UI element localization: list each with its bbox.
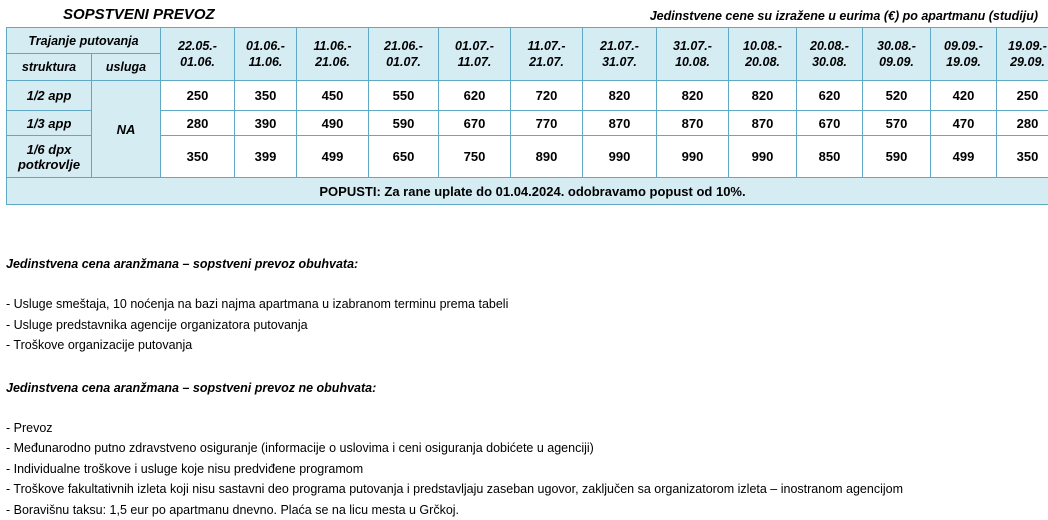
- room-type-label: 1/2 app: [7, 81, 92, 111]
- price-cell: 350: [997, 136, 1048, 178]
- period-header: 21.07.- 31.07.: [583, 28, 657, 81]
- period-header: 19.09.- 29.09.: [997, 28, 1048, 81]
- excludes-item: - Boravišnu taksu: 1,5 eur po apartmanu dnevno. Plaća se na licu mesta u Grčkoj.: [6, 500, 903, 520]
- period-header: 22.05.- 01.06.: [161, 28, 235, 81]
- price-cell: 450: [297, 81, 369, 111]
- price-cell: 750: [439, 136, 511, 178]
- includes-item: - Usluge predstavnika agencije organizatora putovanja: [6, 315, 903, 336]
- price-cell: 490: [297, 111, 369, 136]
- period-header: 11.07.- 21.07.: [511, 28, 583, 81]
- price-cell: 670: [797, 111, 863, 136]
- price-cell: 820: [729, 81, 797, 111]
- price-cell: 399: [235, 136, 297, 178]
- price-cell: 770: [511, 111, 583, 136]
- period-header: 01.06.- 11.06.: [235, 28, 297, 81]
- service-value: NA: [92, 81, 161, 178]
- price-cell: 990: [729, 136, 797, 178]
- price-cell: 350: [161, 136, 235, 178]
- room-type-label: 1/6 dpx potkrovlje: [7, 136, 92, 178]
- price-cell: 990: [657, 136, 729, 178]
- period-header: 09.09.- 19.09.: [931, 28, 997, 81]
- price-cell: 870: [729, 111, 797, 136]
- price-cell: 280: [161, 111, 235, 136]
- price-cell: 420: [931, 81, 997, 111]
- includes-item: - Usluge smeštaja, 10 noćenja na bazi najma apartmana u izabranom terminu prema tabeli: [6, 294, 903, 315]
- price-cell: 499: [931, 136, 997, 178]
- price-cell: 280: [997, 111, 1048, 136]
- price-cell: 590: [863, 136, 931, 178]
- terms-section: [6, 254, 903, 520]
- page-title: SOPSTVENI PREVOZ: [63, 6, 215, 23]
- price-cell: 350: [235, 81, 297, 111]
- period-header: 10.08.- 20.08.: [729, 28, 797, 81]
- price-cell: 850: [797, 136, 863, 178]
- price-cell: 250: [997, 81, 1048, 111]
- price-cell: 820: [583, 81, 657, 111]
- excludes-heading: Jedinstvena cena aranžmana – sopstveni prevoz ne obuhvata:: [6, 378, 903, 398]
- excludes-item: - Troškove fakultativnih izleta koji nisu sastavni deo programa putovanja i predstavljaju zaseban ugovor, zaključen sa organizatorom izleta – inostranom agencijom: [6, 479, 903, 500]
- includes-heading: Jedinstvena cena aranžmana – sopstveni prevoz obuhvata:: [6, 254, 903, 274]
- period-header: 11.06.- 21.06.: [297, 28, 369, 81]
- structure-header: struktura: [7, 54, 92, 81]
- price-cell: 720: [511, 81, 583, 111]
- period-header: 20.08.- 30.08.: [797, 28, 863, 81]
- price-cell: 470: [931, 111, 997, 136]
- service-header: usluga: [92, 54, 161, 81]
- price-cell: 890: [511, 136, 583, 178]
- excludes-item: - Prevoz: [6, 418, 903, 439]
- price-cell: 990: [583, 136, 657, 178]
- excludes-item: - Individualne troškove i usluge koje nisu predviđene programom: [6, 459, 903, 480]
- price-cell: 499: [297, 136, 369, 178]
- price-table: [6, 27, 1048, 205]
- duration-header: Trajanje putovanja: [7, 28, 161, 54]
- discount-note: POPUSTI: Za rane uplate do 01.04.2024. odobravamo popust od 10%.: [7, 178, 1048, 205]
- excludes-item: - Međunarodno putno zdravstveno osiguranje (informacije o uslovima i ceni osiguranja dobićete u agenciji): [6, 438, 903, 459]
- price-cell: 390: [235, 111, 297, 136]
- includes-item: - Troškove organizacije putovanja: [6, 335, 903, 356]
- price-cell: 590: [369, 111, 439, 136]
- period-header: 21.06.- 01.07.: [369, 28, 439, 81]
- price-cell: 620: [439, 81, 511, 111]
- price-note: Jedinstvene cene su izražene u eurima (€) po apartmanu (studiju): [650, 9, 1038, 23]
- price-cell: 550: [369, 81, 439, 111]
- period-header: 31.07.- 10.08.: [657, 28, 729, 81]
- price-cell: 670: [439, 111, 511, 136]
- price-cell: 870: [583, 111, 657, 136]
- period-header: 30.08.- 09.09.: [863, 28, 931, 81]
- price-cell: 620: [797, 81, 863, 111]
- price-cell: 870: [657, 111, 729, 136]
- room-type-label: 1/3 app: [7, 111, 92, 136]
- price-cell: 650: [369, 136, 439, 178]
- period-header: 01.07.- 11.07.: [439, 28, 511, 81]
- price-cell: 570: [863, 111, 931, 136]
- price-cell: 520: [863, 81, 931, 111]
- price-cell: 820: [657, 81, 729, 111]
- price-cell: 250: [161, 81, 235, 111]
